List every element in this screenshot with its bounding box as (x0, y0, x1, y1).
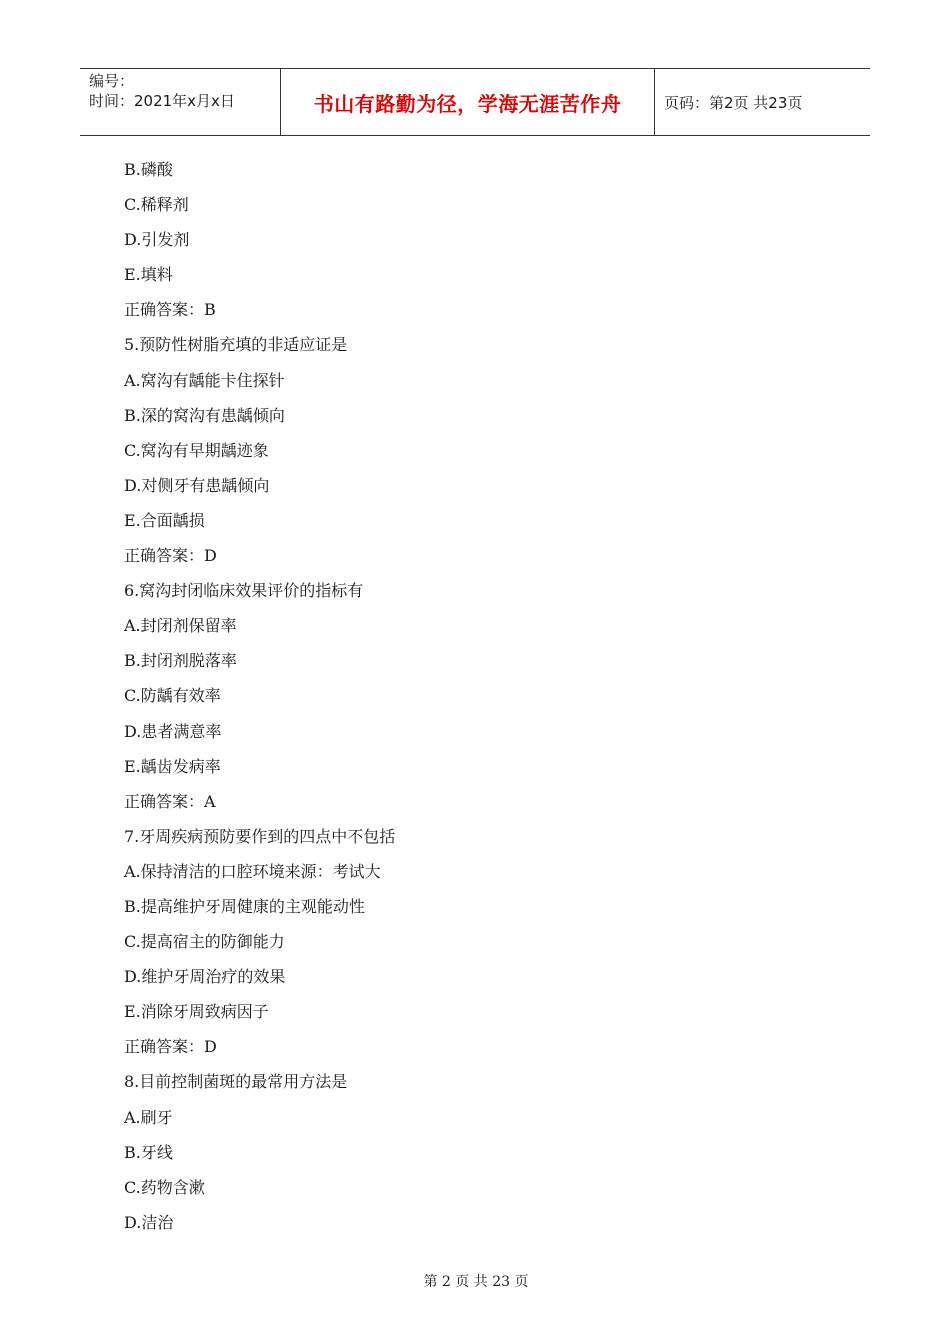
question-line: 5.预防性树脂充填的非适应证是 (124, 335, 348, 355)
text-line: A.刷牙 (124, 1107, 173, 1127)
header-page-info: 页码：第2页 共23页 (664, 93, 803, 112)
text-line: B.深的窝沟有患龋倾向 (124, 405, 285, 425)
text-line: B.牙线 (124, 1142, 173, 1162)
question-line: 6.窝沟封闭临床效果评价的指标有 (124, 581, 364, 601)
answer-line: 正确答案：B (124, 300, 216, 320)
header-meta (80, 69, 281, 135)
date-label: 时间：2021年x月x日 (89, 92, 235, 110)
question-line: 7.牙周疾病预防要作到的四点中不包括 (124, 826, 396, 846)
text-line: B.封闭剂脱落率 (124, 651, 237, 671)
question-line: 8.目前控制菌斑的最常用方法是 (124, 1072, 348, 1092)
text-line: B.磷酸 (124, 160, 173, 179)
text-line: C.提高宿主的防御能力 (124, 932, 285, 952)
text-line: D.对侧牙有患龋倾向 (124, 475, 270, 495)
text-line: E.填料 (124, 265, 173, 285)
question-content (124, 158, 395, 1246)
text-line: E.消除牙周致病因子 (124, 1002, 269, 1022)
text-line: D.维护牙周治疗的效果 (124, 967, 286, 987)
text-line: D.引发剂 (124, 230, 190, 250)
text-line: C.防龋有效率 (124, 686, 221, 706)
text-line: A.窝沟有龋能卡住探针 (124, 370, 285, 390)
text-line: C.窝沟有早期龋迹象 (124, 440, 269, 460)
text-line: A.封闭剂保留率 (124, 616, 237, 636)
text-line: A.保持清洁的口腔环境来源：考试大 (124, 861, 381, 881)
answer-line: 正确答案：D (124, 546, 217, 566)
text-line: E.合面龋损 (124, 510, 205, 530)
page-header (80, 68, 870, 136)
text-line: C.稀释剂 (124, 195, 189, 215)
number-label: 编号： (89, 72, 135, 90)
text-line: D.患者满意率 (124, 721, 222, 741)
header-motto: 书山有路勤为径，学海无涯苦作舟 (281, 69, 655, 135)
text-line: C.药物含漱 (124, 1177, 205, 1197)
answer-line: 正确答案：D (124, 1037, 217, 1057)
text-line: E.龋齿发病率 (124, 756, 221, 776)
text-line: D.洁治 (124, 1212, 174, 1232)
answer-line: 正确答案：A (124, 791, 216, 811)
page-footer (0, 1271, 950, 1291)
footer-page-number: 第 2 页 共 23 页 (423, 1274, 529, 1290)
text-line: B.提高维护牙周健康的主观能动性 (124, 896, 365, 916)
